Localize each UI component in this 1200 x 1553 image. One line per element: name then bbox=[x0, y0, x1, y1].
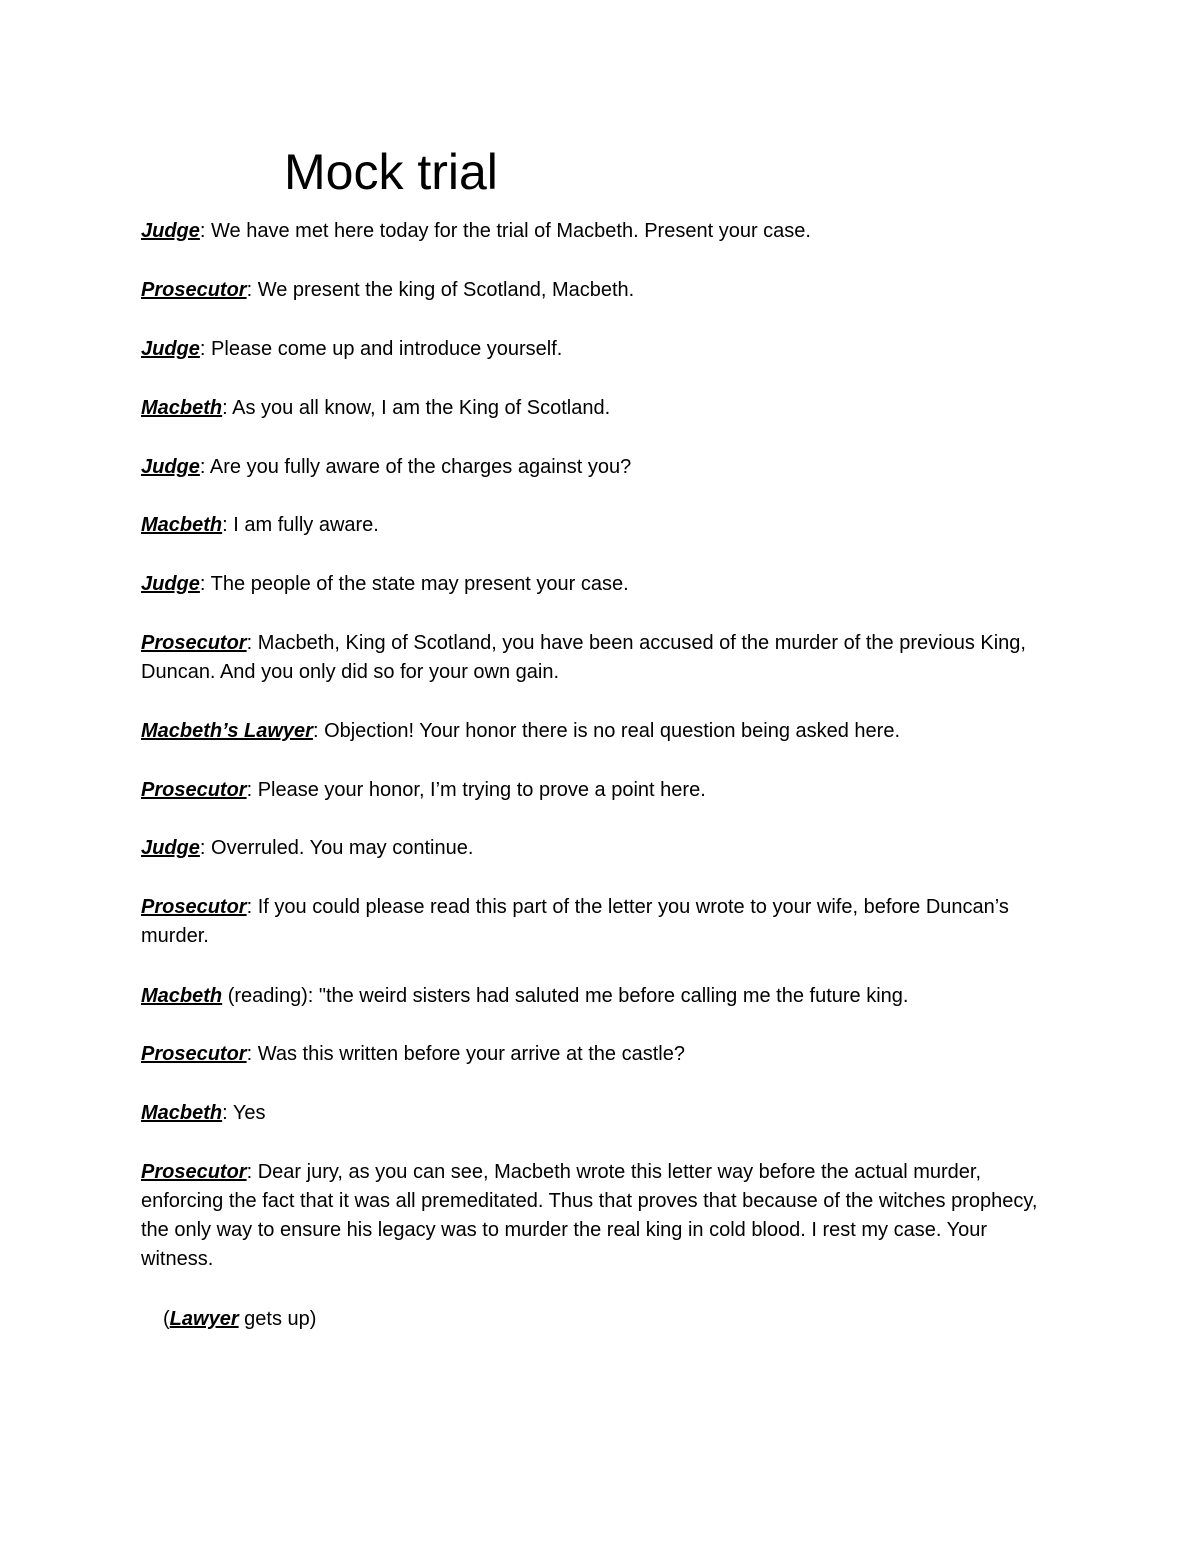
dialogue-text: The people of the state may present your case. bbox=[210, 573, 629, 595]
dialogue-text: Are you fully aware of the charges against you? bbox=[209, 456, 632, 478]
separator: : bbox=[246, 632, 258, 654]
dialogue-line bbox=[141, 776, 1061, 805]
dialogue-line bbox=[141, 982, 1061, 1011]
dialogue-text: We present the king of Scotland, Macbeth. bbox=[257, 279, 635, 301]
dialogue-line bbox=[141, 1099, 1061, 1128]
separator: : bbox=[222, 1102, 233, 1124]
separator: : bbox=[246, 896, 258, 918]
dialogue-text: Please come up and introduce yourself. bbox=[211, 338, 563, 360]
dialogue-line bbox=[141, 1158, 1061, 1274]
speaker-name: Prosecutor bbox=[141, 1161, 247, 1183]
speaker-name: Macbeth bbox=[141, 514, 223, 536]
separator: : bbox=[199, 220, 212, 242]
separator: : bbox=[246, 1161, 258, 1183]
dialogue-line bbox=[141, 511, 1061, 540]
dialogue-line bbox=[141, 276, 1061, 305]
speaker-name: Macbeth bbox=[141, 397, 223, 419]
speaker-name: Prosecutor bbox=[141, 279, 247, 301]
speaker-name: Prosecutor bbox=[141, 1043, 247, 1065]
speaker-name: Judge bbox=[141, 220, 200, 242]
dialogue-text: As you all know, I am the King of Scotland. bbox=[232, 397, 611, 419]
dialogue-line bbox=[141, 570, 1061, 599]
speaker-name: Prosecutor bbox=[141, 632, 247, 654]
separator: : bbox=[199, 456, 210, 478]
speaker-name: Macbeth’s Lawyer bbox=[141, 720, 313, 742]
dialogue-text: Dear jury, as you can see, Macbeth wrote this letter way before the actual murder, enforcing the fact that it was all premeditated. Thus that proves that because of the witches prophecy, the only way to ensure his legacy was to murder the real king in cold blood. I rest my case. Your witness. bbox=[141, 1161, 1038, 1270]
dialogue-text: Objection! Your honor there is no real question being asked here. bbox=[324, 720, 901, 742]
separator: : bbox=[246, 779, 258, 801]
speaker-name: Judge bbox=[141, 837, 200, 859]
dialogue-line bbox=[141, 217, 1061, 246]
speaker-name: Judge bbox=[141, 573, 200, 595]
separator: : bbox=[312, 720, 325, 742]
dialogue-line bbox=[141, 629, 1061, 687]
speaker-name: Prosecutor bbox=[141, 896, 247, 918]
speaker-name: Lawyer bbox=[169, 1308, 239, 1330]
separator: : bbox=[199, 573, 211, 595]
separator: : bbox=[246, 1043, 258, 1065]
dialogue-text: Yes bbox=[232, 1102, 266, 1124]
dialogue-text: (reading): "the weird sisters had saluted me before calling me the future king. bbox=[227, 985, 909, 1007]
dialogue-line bbox=[141, 394, 1061, 423]
dialogue-line bbox=[141, 717, 1061, 746]
separator: : bbox=[222, 397, 233, 419]
separator: : bbox=[222, 514, 234, 536]
dialogue-line bbox=[141, 453, 1061, 482]
dialogue-text: I am fully aware. bbox=[233, 514, 379, 536]
speaker-name: Prosecutor bbox=[141, 779, 247, 801]
page-title: Mock trial bbox=[284, 144, 498, 200]
dialogue-line bbox=[141, 1040, 1061, 1069]
dialogue-text: Was this written before your arrive at the castle? bbox=[257, 1043, 685, 1065]
stage-direction bbox=[163, 1305, 1083, 1334]
speaker-name: Macbeth bbox=[141, 985, 223, 1007]
dialogue-line bbox=[141, 893, 1061, 951]
open-paren: ( bbox=[163, 1308, 170, 1330]
separator: : bbox=[246, 279, 258, 301]
dialogue-text: Macbeth, King of Scotland, you have been accused of the murder of the previous King, Duncan. And you only did so for your own gain. bbox=[141, 632, 1026, 683]
dialogue-line bbox=[141, 335, 1061, 364]
speaker-name: Judge bbox=[141, 456, 200, 478]
dialogue-text: Please your honor, I’m trying to prove a point here. bbox=[257, 779, 706, 801]
speaker-name: Macbeth bbox=[141, 1102, 223, 1124]
speaker-name: Judge bbox=[141, 338, 200, 360]
dialogue-text: Overruled. You may continue. bbox=[211, 837, 474, 859]
direction-text: gets up) bbox=[238, 1308, 317, 1330]
dialogue-line bbox=[141, 834, 1061, 863]
separator: : bbox=[199, 338, 212, 360]
dialogue-text: We have met here today for the trial of Macbeth. Present your case. bbox=[211, 220, 811, 242]
dialogue-text: If you could please read this part of the letter you wrote to your wife, before Duncan’s murder. bbox=[141, 896, 1009, 947]
separator: : bbox=[199, 837, 212, 859]
